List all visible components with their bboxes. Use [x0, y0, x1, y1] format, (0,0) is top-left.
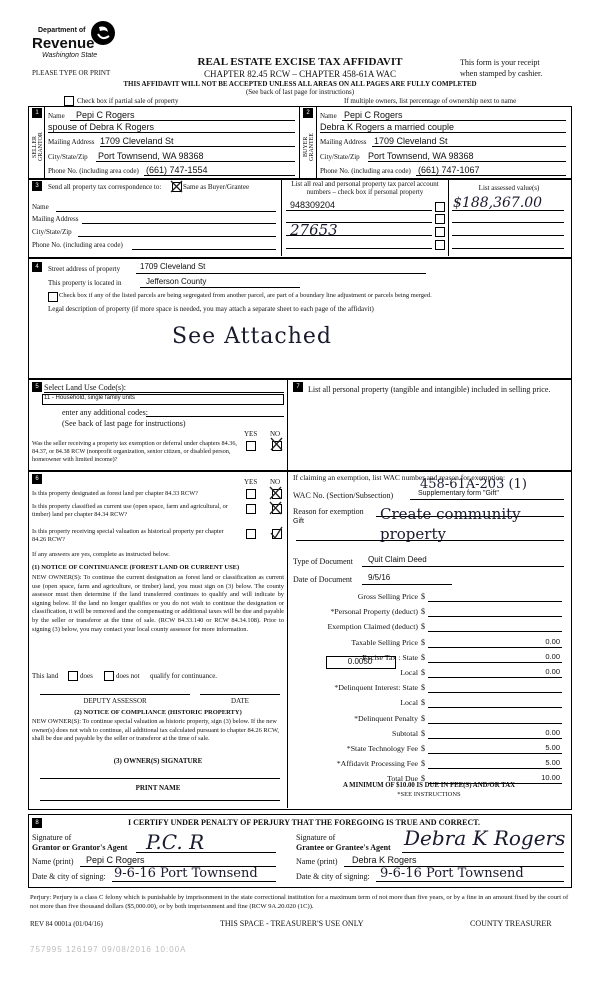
calc-row-label: *Delinquent Penalty	[354, 714, 418, 723]
grantor-sig-label: Signature of	[32, 833, 72, 842]
grantee-name-label: Name (print)	[296, 857, 338, 866]
partial-sale-checkbox[interactable]	[64, 96, 74, 106]
wac-label: WAC No. (Section/Subsection)	[293, 491, 394, 500]
see-back-note: (See back of last page for instructions)	[245, 88, 355, 96]
street-label: Street address of property	[48, 265, 121, 273]
calc-row-dollar: $	[421, 698, 425, 707]
buyer-phone[interactable]: (661) 747-1067	[418, 165, 480, 175]
calc-row-dollar: $	[421, 638, 425, 647]
buyer-name-2[interactable]: Debra K Rogers a married couple	[320, 122, 455, 132]
calc-row-label: *Delinquent Interest: State	[334, 683, 418, 692]
land-does-not-checkbox[interactable]	[104, 671, 114, 681]
calc-row-value[interactable]: 5.00	[545, 743, 560, 752]
dor-line1: Department of	[38, 27, 86, 34]
grantor-sig-label-2: Grantor or Grantor's Agent	[32, 843, 128, 852]
seller-mailing-label: Mailing Address	[48, 138, 95, 146]
land-use-see-back: (See back of last page for instructions)	[62, 419, 186, 428]
corr-phone-label: Phone No. (including area code)	[32, 241, 123, 249]
doc-type-label: Type of Document	[293, 557, 353, 566]
doc-type[interactable]: Quit Claim Deed	[368, 555, 427, 564]
street-address[interactable]: 1709 Cleveland St	[140, 262, 206, 271]
doc-date[interactable]: 9/5/16	[368, 573, 391, 582]
buyer-side-label: BUYER GRANTEE	[303, 133, 315, 161]
calc-row-dollar: $	[421, 774, 425, 783]
receipt-note-2: when stamped by cashier.	[460, 69, 543, 78]
land-use-no-header: NO	[270, 430, 281, 438]
seller-mailing[interactable]: 1709 Cleveland St	[100, 136, 174, 146]
calc-row-dollar: $	[421, 607, 425, 616]
calc-row-dollar: $	[421, 714, 425, 723]
seller-name-label: Name	[48, 112, 65, 120]
wac-typed[interactable]: Supplementary form "Gift"	[418, 490, 499, 497]
calc-row-dollar: $	[421, 729, 425, 738]
minimum-due-note: A MINIMUM OF $10.00 IS DUE IN FEE(S) AND/OR TAX	[342, 782, 516, 789]
forest-q3-yes-checkbox[interactable]	[246, 529, 256, 539]
parcel-2-personal-checkbox[interactable]	[435, 214, 445, 224]
forest-q2-no-check-icon	[269, 501, 282, 515]
calc-row-value[interactable]: 10.00	[541, 773, 560, 782]
form-chapter: CHAPTER 82.45 RCW – CHAPTER 458-61A WAC	[204, 69, 396, 79]
owner-signature-label: (3) OWNER(S) SIGNATURE	[113, 757, 203, 765]
calc-row-label: Local	[400, 698, 418, 707]
seller-city-label: City/State/Zip	[48, 153, 88, 161]
forest-yes-header: YES	[244, 478, 258, 486]
grantee-signature[interactable]: Debra K Rogers	[404, 826, 566, 850]
local-rate[interactable]: 0.0050	[347, 657, 373, 666]
reason-typed[interactable]: Gift	[293, 518, 304, 525]
seller-name[interactable]: Pepi C Rogers	[76, 110, 135, 120]
not-accepted-note: THIS AFFIDAVIT WILL NOT BE ACCEPTED UNLESS ALL AREAS ON ALL PAGES ARE FULLY COMPLETED	[123, 80, 477, 88]
rev-number: REV 84 0001a (01/04/16)	[30, 920, 103, 928]
forest-q3-no-check-icon	[270, 526, 283, 540]
badge-4: 4	[32, 262, 42, 272]
county[interactable]: Jefferson County	[146, 277, 207, 286]
segregated-checkbox[interactable]	[48, 292, 58, 302]
buyer-city[interactable]: Port Townsend, WA 98368	[368, 151, 474, 161]
badge-2: 2	[303, 108, 313, 118]
reason-handwritten[interactable]: Create community property	[380, 505, 521, 543]
calc-row-label: *Affidavit Processing Fee	[336, 759, 418, 768]
print-name-label: PRINT NAME	[135, 784, 181, 792]
see-instructions-note: *SEE INSTRUCTIONS	[397, 791, 461, 798]
buyer-phone-label: Phone No. (including area code)	[320, 167, 411, 175]
located-label: This property is located in	[48, 279, 122, 287]
calc-row-label: *State Technology Fee	[346, 744, 418, 753]
forest-q1: Is this property designated as forest land per chapter 84.33 RCW?	[32, 490, 198, 497]
forest-q1-yes-checkbox[interactable]	[246, 489, 256, 499]
land-use-yes-header: YES	[244, 430, 258, 438]
land-use-code[interactable]: 11 - Household, single family units	[44, 395, 135, 401]
badge-7: 7	[293, 382, 303, 392]
forest-q3: Is this property receiving special valuation as historical property per chapter 84.26 RCW?	[32, 528, 224, 543]
grantee-sig-label: Signature of	[296, 833, 336, 842]
calc-row-value[interactable]: 5.00	[545, 758, 560, 767]
calc-row-dollar: $	[421, 592, 425, 601]
calc-row-value[interactable]: 0.00	[545, 667, 560, 676]
land-qualify-label: qualify for continuance.	[150, 672, 218, 680]
calc-row-label: Excise Tax : State	[362, 653, 418, 662]
seller-phone[interactable]: (661) 747-1554	[146, 165, 208, 175]
badge-5: 5	[32, 382, 42, 392]
exemption-yes-checkbox[interactable]	[246, 441, 256, 451]
grantee-date-city[interactable]: 9-6-16 Port Townsend	[380, 866, 524, 881]
grantor-date-city[interactable]: 9-6-16 Port Townsend	[114, 866, 258, 881]
doc-date-label: Date of Document	[293, 575, 353, 584]
legal-label: Legal description of property (if more space is needed, you may attach a separate sheet to each page of the affidavit)	[48, 305, 374, 313]
form-title: REAL ESTATE EXCISE TAX AFFIDAVIT	[197, 56, 403, 68]
calc-row-label: Total Due	[387, 774, 418, 783]
buyer-name[interactable]: Pepi C Rogers	[344, 110, 403, 120]
property-section	[28, 258, 572, 380]
grantee-date-city-label: Date & city of signing:	[296, 872, 370, 881]
calc-row-dollar: $	[421, 622, 425, 631]
forest-q1-no-check-icon	[269, 486, 282, 500]
calc-row-value[interactable]: 0.00	[545, 637, 560, 646]
buyer-mailing-label: Mailing Address	[320, 138, 367, 146]
land-use-label: Select Land Use Code(s):	[44, 383, 126, 392]
grantor-date-city-label: Date & city of signing:	[32, 872, 106, 881]
calc-row-dollar: $	[421, 759, 425, 768]
notice1-title: (1) NOTICE OF CONTINUANCE (FOREST LAND OR CURRENT USE)	[32, 564, 240, 571]
this-land-label: This land	[32, 672, 59, 680]
grantor-name[interactable]: Pepi C Rogers	[86, 855, 145, 865]
parcel-3-personal-checkbox[interactable]	[435, 227, 445, 237]
badge-1: 1	[32, 108, 42, 118]
dor-logo	[30, 20, 125, 62]
seller-side-label: SELLER GRANTOR	[32, 132, 44, 162]
land-does-label: does	[80, 672, 93, 680]
exemption-claim-label: If claiming an exemption, list WAC number and reason for exemption:	[293, 473, 506, 482]
assessed-header: List assessed value(s)	[478, 184, 540, 192]
corr-mailing-label: Mailing Address	[32, 215, 79, 223]
exemption-question: Was the seller receiving a property tax exemption or deferral under chapters 84.36, 84.37, or 84.38 RCW (nonprofit organization, senior citizen, or disabled person, homeowner with limited income)?	[32, 440, 237, 463]
legal-description[interactable]: See Attached	[172, 324, 332, 349]
parcel-4-personal-checkbox[interactable]	[435, 240, 445, 250]
same-as-buyer-label: Same as Buyer/Grantee	[183, 183, 250, 191]
segregated-label: Check box if any of the listed parcels are being segregated from another parcel, are part of a boundary line adjustment or parcels being merged.	[59, 292, 432, 299]
send-correspondence-label: Send all property tax correspondence to:	[48, 183, 162, 191]
calc-row-dollar: $	[421, 683, 425, 692]
forest-if-yes: If any answers are yes, complete as instructed below.	[32, 551, 170, 558]
deputy-assessor-label: DEPUTY ASSESSOR	[83, 697, 147, 705]
calc-row-label: Exemption Claimed (deduct)	[327, 622, 418, 631]
partial-sale-label: Check box if partial sale of property	[77, 97, 179, 105]
exemption-no-check-icon	[270, 437, 283, 451]
wac-number[interactable]: 458-61A-203 (1)	[420, 477, 527, 492]
corr-name-label: Name	[32, 203, 49, 211]
badge-8: 8	[32, 818, 42, 828]
multiple-owners-note: If multiple owners, list percentage of ownership next to name	[344, 97, 517, 105]
seller-city[interactable]: Port Townsend, WA 98368	[98, 151, 204, 161]
dor-line2: Revenue	[32, 35, 95, 52]
treasurer-space: THIS SPACE - TREASURER'S USE ONLY	[220, 919, 364, 928]
parcel-1-personal-checkbox[interactable]	[435, 202, 445, 212]
additional-codes-label: enter any additional codes:	[62, 408, 148, 417]
notice2-title: (2) NOTICE OF COMPLIANCE (HISTORIC PROPERTY)	[74, 709, 242, 716]
calc-row-dollar: $	[421, 653, 425, 662]
please-type: PLEASE TYPE OR PRINT	[32, 69, 111, 77]
calc-row-label: Taxable Selling Price	[351, 638, 418, 647]
buyer-name-label: Name	[320, 112, 337, 120]
buyer-mailing[interactable]: 1709 Cleveland St	[374, 136, 448, 146]
notice2-body: NEW OWNER(S): To continue special valuation as historic property, sign (3) below. If the new owner(s) does not wish to continue, all additional tax calculated pursuant to chapter 84.26 RCW, shall be due and payable by the seller or transferor at the time of sale.	[32, 718, 279, 743]
forest-q2-yes-checkbox[interactable]	[246, 504, 256, 514]
forest-no-header: NO	[270, 478, 281, 486]
calc-row-label: *Personal Property (deduct)	[330, 607, 418, 616]
grantor-name-label: Name (print)	[32, 857, 74, 866]
seller-name-2[interactable]: spouse of Debra K Rogers	[48, 122, 155, 132]
corr-city-label: City/State/Zip	[32, 228, 72, 236]
reason-label: Reason for exemption	[293, 507, 364, 516]
parcel-header: List all real and personal property tax parcel account numbers – check box if personal property	[291, 180, 439, 196]
parcel-2[interactable]: 27653	[290, 221, 338, 239]
dor-line3: Washington State	[42, 52, 98, 59]
notice1-body: NEW OWNER(S): To continue the current designation as forest land or classification as current use (open space, farm and agriculture, or timber) land, you must sign on (3) below. The county assessor must then determine if the land transferred continues to qualify and will indicate by signing below. If the land no longer qualifies or you do not wish to continue the designation or classification, it will be removed and the compensating or additional taxes will be due and payable by the seller or transferor at the time of sale. (RCW 84.33.140 or RCW 84.34.108). Prior to signing (3) below, you may contact your local county assessor for more information.	[32, 574, 284, 633]
certify-heading: I CERTIFY UNDER PENALTY OF PERJURY THAT THE FOREGOING IS TRUE AND CORRECT.	[127, 818, 480, 827]
badge-3: 3	[32, 181, 42, 191]
parcel-1[interactable]: 948309204	[290, 200, 336, 210]
land-does-not-label: does not	[116, 672, 140, 680]
grantee-name[interactable]: Debra K Rogers	[352, 855, 417, 865]
calc-row-label: Subtotal	[392, 729, 418, 738]
buyer-city-label: City/State/Zip	[320, 153, 360, 161]
grantee-sig-label-2: Grantee or Grantee's Agent	[296, 843, 391, 852]
receipt-note-1: This form is your receipt	[460, 58, 540, 67]
calc-row-dollar: $	[421, 668, 425, 677]
assessed-1[interactable]: $188,367.00	[453, 195, 543, 211]
grantor-signature[interactable]: P.C. R	[146, 830, 205, 854]
recording-stamp: 757995 126197 09/08/2016 10:00A	[30, 945, 187, 954]
forest-q2: Is this property classified as current use (open space, farm and agricultural, or timber) land per chapter 84.34 RCW?	[32, 503, 228, 518]
deputy-date-label: DATE	[231, 697, 249, 705]
calc-row-value[interactable]: 0.00	[545, 728, 560, 737]
perjury-note: Perjury: Perjury is a class C felony which is punishable by imprisonment in the state correctional institution for a maximum term of not more than five years, or by a fine in an amount fixed by the court of not more than five thousand dollars ($5,000.00), or by both imprisonment and fine (RCW 9A.20.020 (1C)).	[30, 894, 569, 910]
badge-6: 6	[32, 474, 42, 484]
land-does-checkbox[interactable]	[68, 671, 78, 681]
calc-row-dollar: $	[421, 744, 425, 753]
seller-phone-label: Phone No. (including area code)	[48, 167, 139, 175]
county-treasurer: COUNTY TREASURER	[470, 919, 552, 928]
personal-property-label: List all personal property (tangible and intangible) included in selling price.	[308, 385, 551, 394]
calc-row-label: Gross Selling Price	[357, 592, 418, 601]
calc-row-value[interactable]: 0.00	[545, 652, 560, 661]
same-as-buyer-check-icon	[170, 180, 183, 193]
calc-row-label: Local	[400, 668, 418, 677]
